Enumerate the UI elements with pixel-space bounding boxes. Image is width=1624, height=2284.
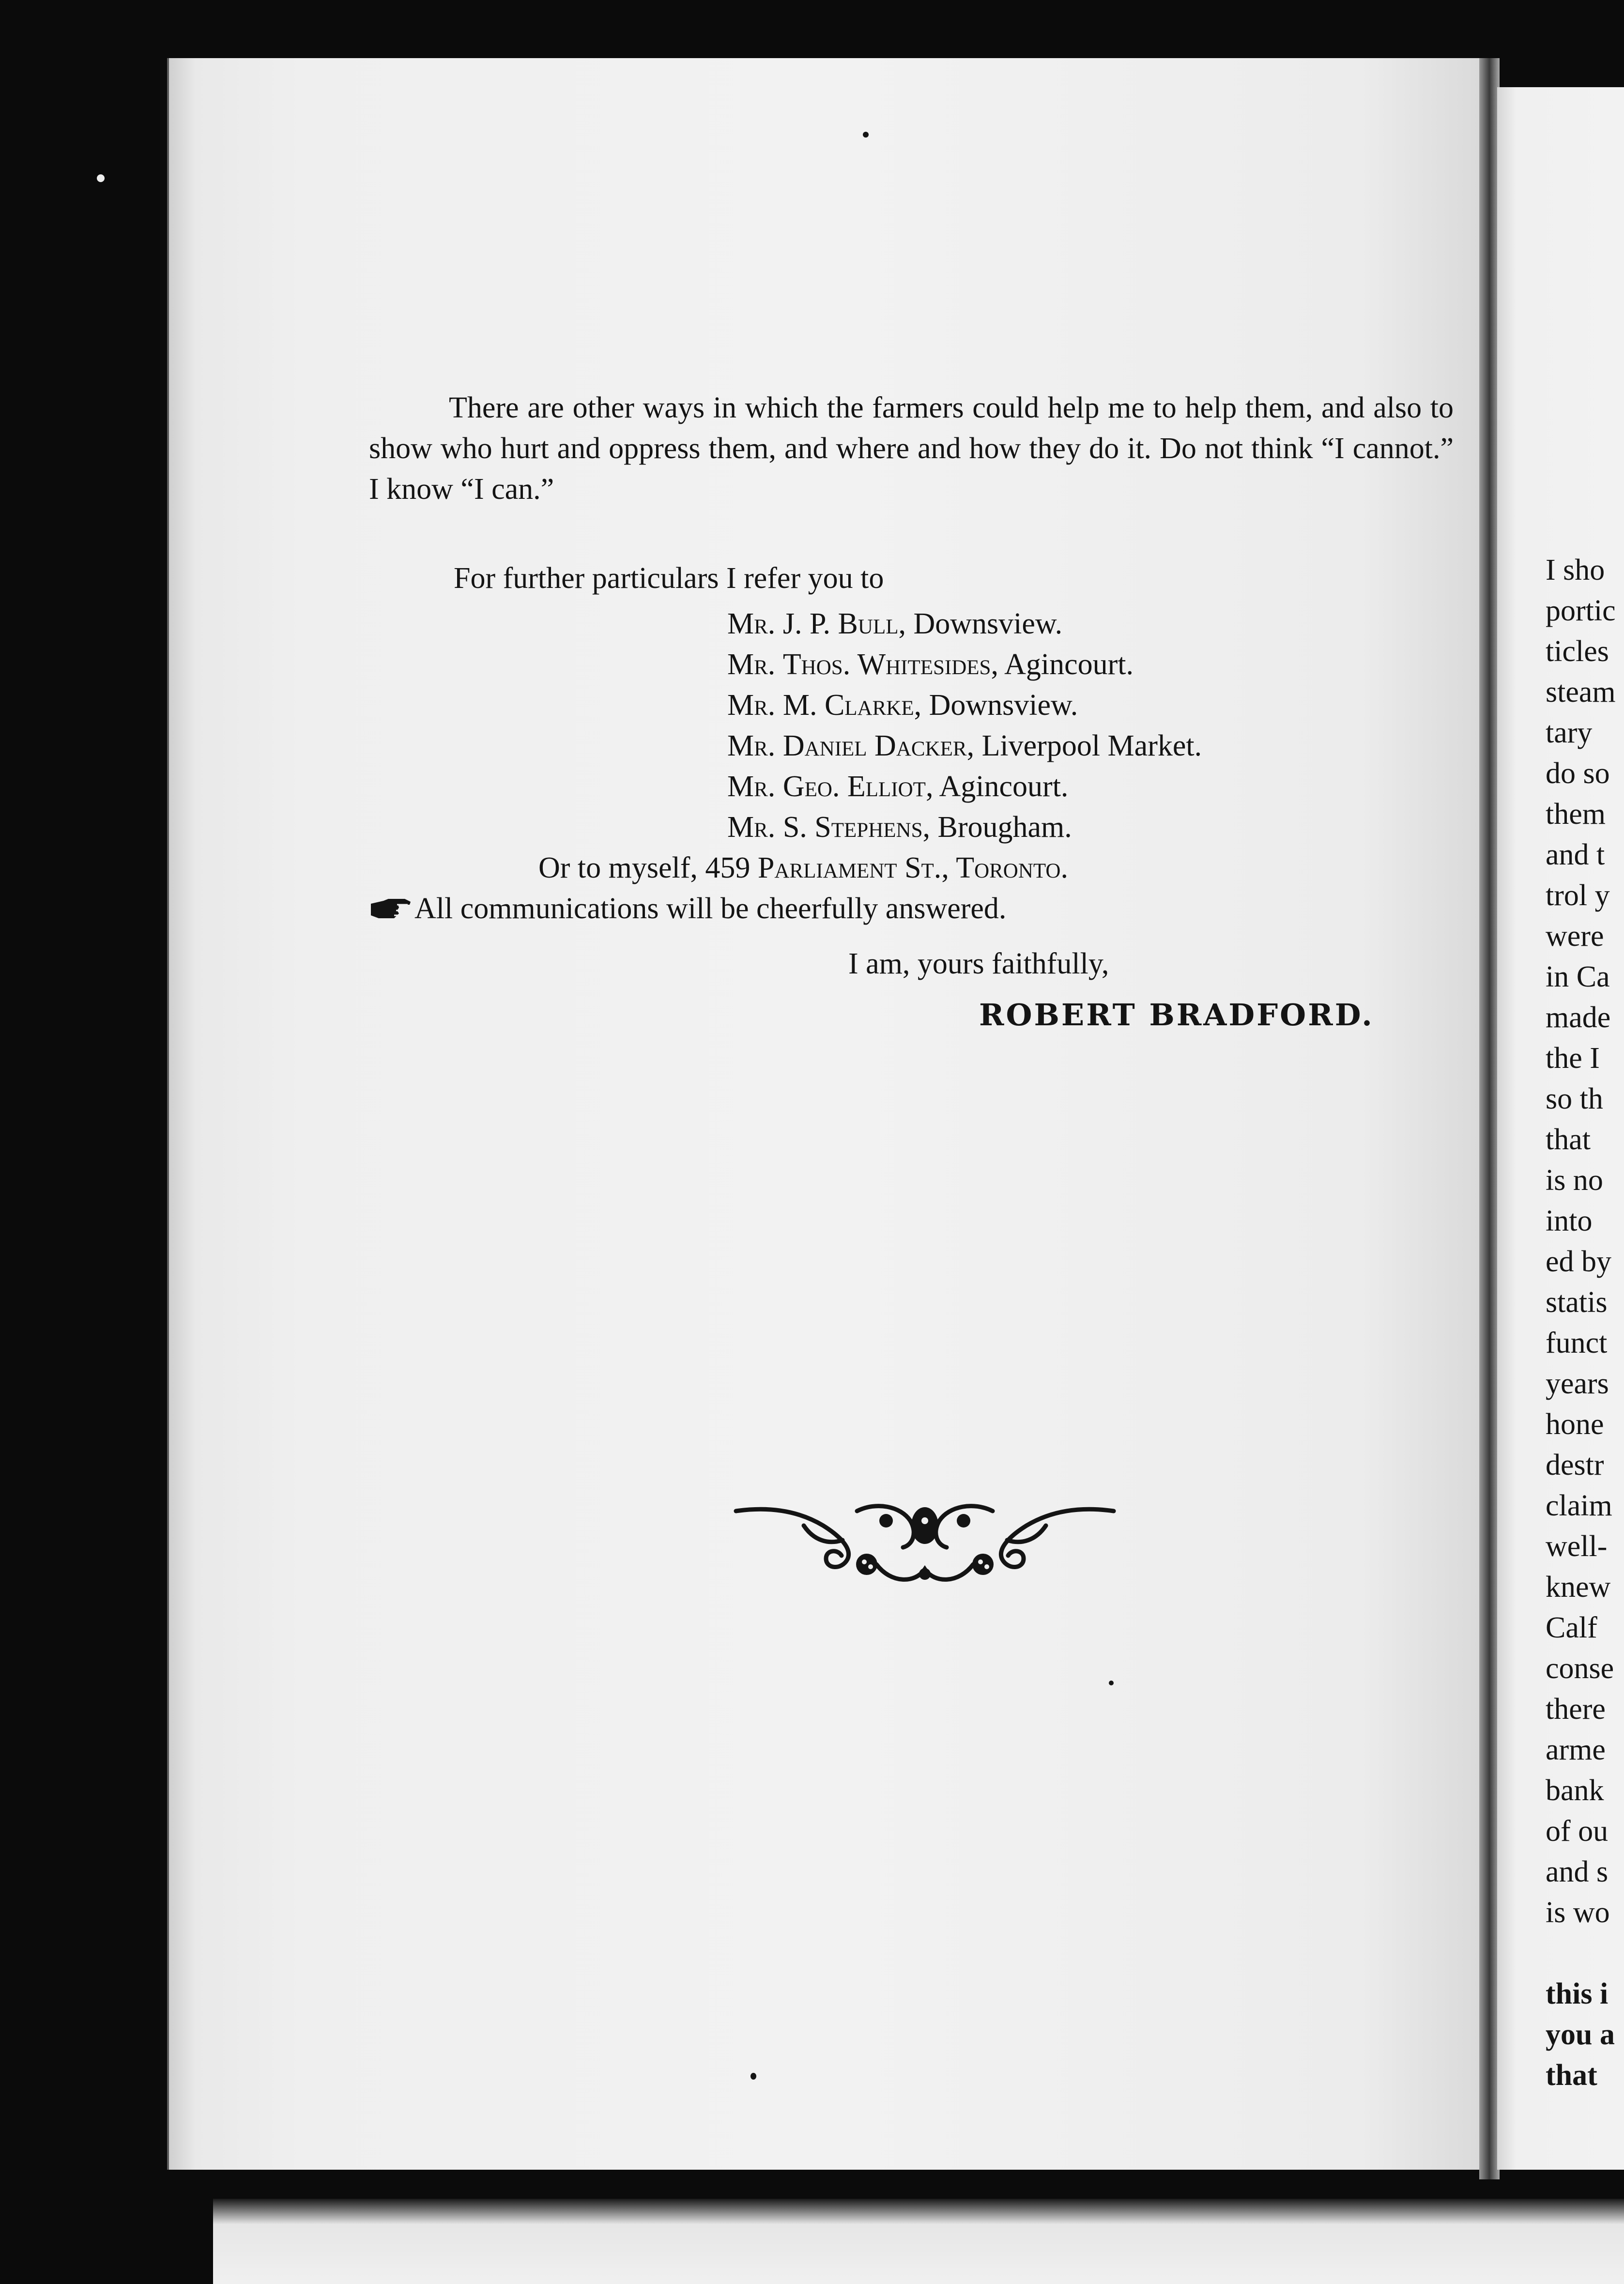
text-line: there [1546, 1693, 1606, 1726]
reference-item: Mr. S. Stephens, Brougham. [727, 811, 1072, 844]
speck [863, 132, 869, 138]
text-line: funct [1546, 1327, 1608, 1359]
text-line: the I [1546, 1042, 1600, 1075]
text-line: so th [1546, 1082, 1603, 1115]
text-line: destr [1546, 1449, 1604, 1482]
text-line: is no [1546, 1164, 1603, 1197]
communications-text: All communications will be cheerfully answered. [414, 892, 1007, 925]
text-line: ticles [1546, 635, 1609, 668]
pointing-hand-icon [369, 894, 413, 923]
page-spine [1479, 58, 1500, 2179]
text-line: and t [1546, 838, 1605, 871]
text-line: knew [1546, 1571, 1611, 1604]
speck [1109, 1681, 1114, 1685]
text-line: were [1546, 920, 1604, 953]
reference-item: Mr. Geo. Elliot, Agincourt. [727, 770, 1069, 803]
letter-body [369, 387, 1454, 1035]
right-page-text [1546, 550, 1624, 2096]
text-line: I sho [1546, 554, 1605, 586]
text-line: them [1546, 798, 1606, 831]
speck [97, 174, 105, 182]
text-line: hone [1546, 1408, 1604, 1441]
text-line: trol y [1546, 879, 1610, 912]
reference-item: Mr. Thos. Whitesides, Agincourt. [727, 648, 1134, 681]
text-line: bank [1546, 1774, 1604, 1807]
text-line: statis [1546, 1286, 1608, 1319]
text-line: this i [1546, 1977, 1609, 2010]
signature: ROBERT BRADFORD. [979, 997, 1374, 1033]
reference-item: Mr. Daniel Dacker, Liverpool Market. [727, 729, 1202, 762]
bottom-page-edge [213, 2199, 1624, 2284]
text-line: and s [1546, 1855, 1609, 1888]
speck [751, 2073, 756, 2080]
text-line: of ou [1546, 1815, 1609, 1848]
text-line: tary [1546, 716, 1593, 749]
text-line: ed by [1546, 1245, 1612, 1278]
reference-list [727, 603, 1454, 848]
author-address: Or to myself, 459 Parliament St., Toronto. [538, 851, 1068, 884]
text-line: well- [1546, 1530, 1608, 1563]
reference-item: Mr. M. Clarke, Downsview. [727, 689, 1078, 722]
text-line: conse [1546, 1652, 1614, 1685]
text-line: years [1546, 1367, 1609, 1400]
text-line: into [1546, 1204, 1593, 1237]
closing-salutation: I am, yours faithfully, [848, 947, 1109, 980]
scroll-ornament [731, 1492, 1118, 1589]
text-line: that [1546, 1123, 1591, 1156]
text-line: steam [1546, 676, 1616, 709]
text-line: arme [1546, 1733, 1606, 1766]
closing-paragraph: There are other ways in which the farmers could help me to help them, and also to show who hurt and oppress them, and where and how they do it. Do not think “I cannot.” I know “I can.” [369, 391, 1454, 506]
text-line: portic [1546, 594, 1616, 627]
text-line: that [1546, 2059, 1597, 2092]
text-line: you a [1546, 2018, 1615, 2051]
text-line: claim [1546, 1489, 1612, 1522]
text-line: made [1546, 1001, 1611, 1034]
text-line: is wo [1546, 1896, 1610, 1929]
text-line: in Ca [1546, 960, 1610, 993]
text-line: Calf [1546, 1611, 1597, 1644]
reference-item: Mr. J. P. Bull, Downsview. [727, 607, 1063, 640]
communications-note [369, 888, 1454, 929]
references-intro: For further particulars I refer you to [454, 562, 884, 595]
text-line: do so [1546, 757, 1610, 790]
